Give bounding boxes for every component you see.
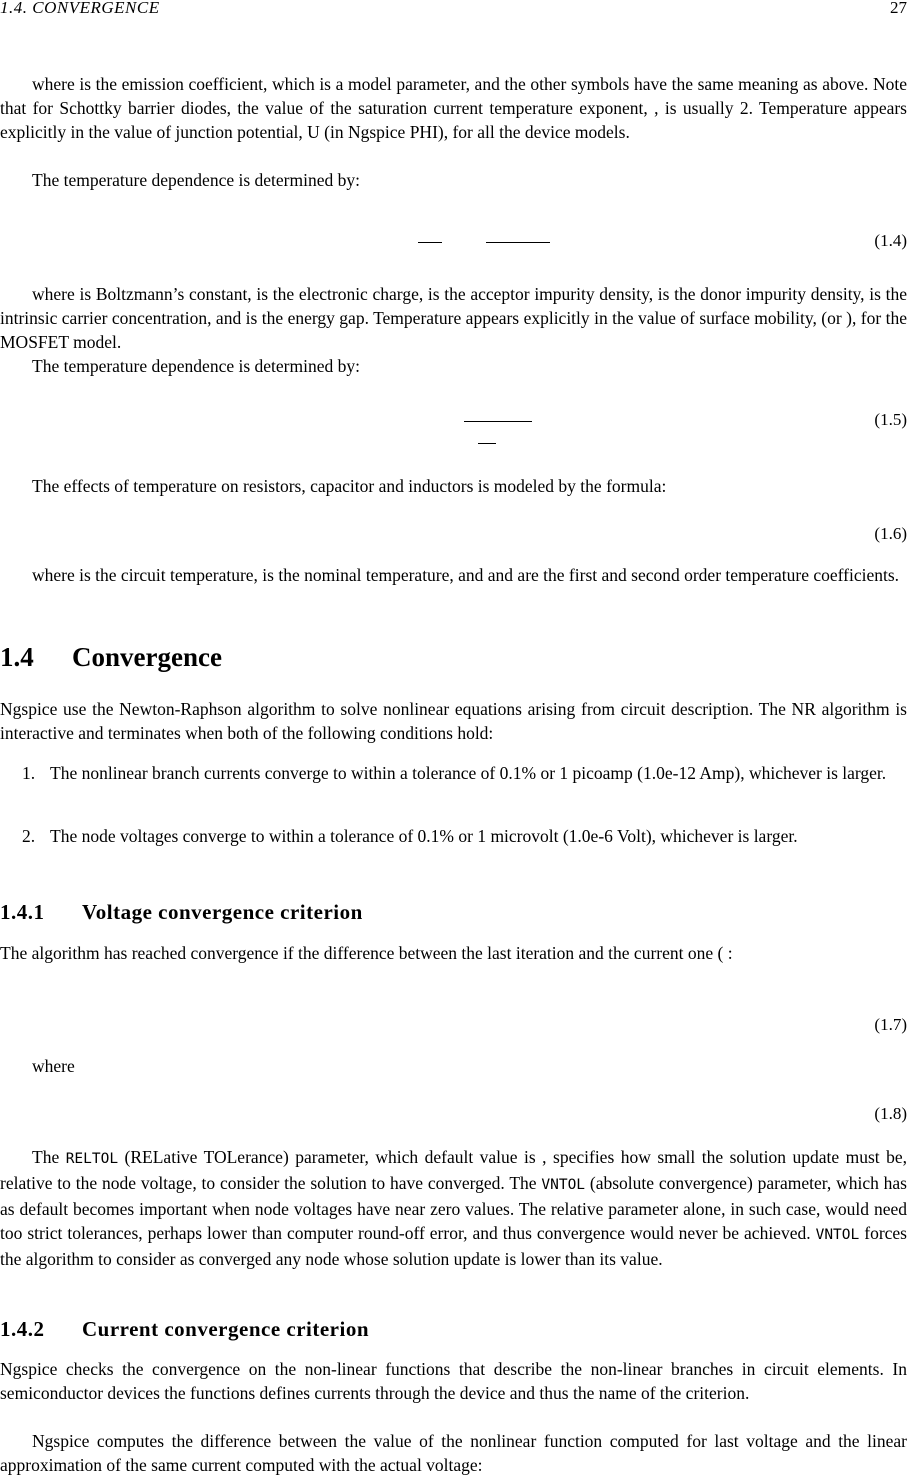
paragraph-temp-dependence-1: The temperature dependence is determined by: [32, 170, 360, 190]
fraction-bar [464, 421, 532, 422]
subsection-title: Voltage convergence criterion [82, 900, 363, 924]
paragraph-reltol-vntol [0, 1145, 907, 1271]
paragraph-where: where [32, 1056, 75, 1076]
equation-number: (1.6) [874, 524, 907, 543]
code-vntol: VNTOL [541, 1177, 586, 1193]
section-title: Convergence [72, 642, 222, 672]
paragraph-nonlinear-difference: Ngspice computes the difference between the value of the nonlinear function computed for last voltage and the linear approximation of the same current computed with the actual voltage: [0, 1431, 907, 1475]
section-number: 1.4 [0, 642, 34, 672]
paragraph-boltzmann: where is Boltzmann’s constant, is the electronic charge, is the acceptor impurity density, is the donor impurity density, is the intrinsic carrier concentration, and is the energy gap. Temperature appears explicitly in the value of surface mobility, (or ), for the MOSFET model. [0, 284, 907, 352]
paragraph-newton-raphson: Ngspice use the Newton-Raphson algorithm to solve nonlinear equations arising from circuit description. The NR algorithm is interactive and terminates when both of the following conditions hold: [0, 699, 907, 743]
equation-number: (1.5) [874, 410, 907, 429]
paragraph-current-criterion: Ngspice checks the convergence on the non-linear functions that describe the non-linear branches in circuit elements. In semiconductor devices the functions defines currents through the device and thus the name of the criterion. [0, 1359, 907, 1403]
code-reltol: RELTOL [65, 1151, 119, 1167]
fraction-bar [478, 443, 496, 444]
paragraph-circuit-temperature: where is the circuit temperature, is the nominal temperature, and and are the first and second order temperature coefficients. [32, 565, 900, 585]
list-marker: 1. [22, 763, 36, 783]
subsection-number: 1.4.2 [0, 1317, 45, 1341]
text-run: forces the algorithm to consider as converged any node whose solution update is lower than its value. [0, 1223, 907, 1269]
list-item [22, 824, 907, 848]
section-heading-convergence [0, 642, 222, 672]
text-run: (absolute convergence) parameter, which has as default becomes important when node voltages have near zero values. The relative parameter alone, in such case, would need too strict tolerances, perhaps lower than computer round-off error, and thus convergence would never be achieved. [0, 1173, 907, 1243]
page-number: 27 [890, 0, 907, 17]
text-run: The [32, 1147, 66, 1167]
subsection-heading-voltage [0, 900, 363, 924]
equation-number: (1.8) [874, 1104, 907, 1123]
equation-number: (1.4) [874, 231, 907, 250]
list-item [22, 761, 907, 785]
running-header-title: 1.4. CONVERGENCE [0, 0, 160, 17]
code-vntol: VNTOL [815, 1227, 860, 1243]
subsection-heading-current [0, 1317, 369, 1341]
paragraph-resistor-effects: The effects of temperature on resistors, capacitor and inductors is modeled by the formula: [32, 476, 667, 496]
equation-number: (1.7) [874, 1015, 907, 1034]
subsection-number: 1.4.1 [0, 900, 45, 924]
fraction-bar [418, 242, 442, 243]
fraction-bar [486, 242, 550, 243]
subsection-title: Current convergence criterion [82, 1317, 370, 1341]
list-item-text: The nonlinear branch currents converge to within a tolerance of 0.1% or 1 picoamp (1.0e-12 Amp), whichever is larger. [50, 763, 887, 783]
list-marker: 2. [22, 826, 36, 846]
paragraph-temp-dependence-2: The temperature dependence is determined by: [32, 356, 360, 376]
text-run: (RELative TOLerance) parameter, which default value is , specifies how small the solution update must be, relative to the node voltage, to consider the solution to have converged. The [0, 1147, 907, 1193]
paragraph-voltage-criterion: The algorithm has reached convergence if the difference between the last iteration and the current one ( : [0, 943, 733, 963]
paragraph-emission-coefficient: where is the emission coefficient, which is a model parameter, and the other symbols have the same meaning as above. Note that for Schottky barrier diodes, the value of the saturation current temperature exponent, , is usually 2. Temperature appears explicitly in the value of junction potential, U (in Ngspice PHI), for all the device models. [0, 74, 907, 142]
list-item-text: The node voltages converge to within a tolerance of 0.1% or 1 microvolt (1.0e-6 Volt), whichever is larger. [50, 826, 798, 846]
